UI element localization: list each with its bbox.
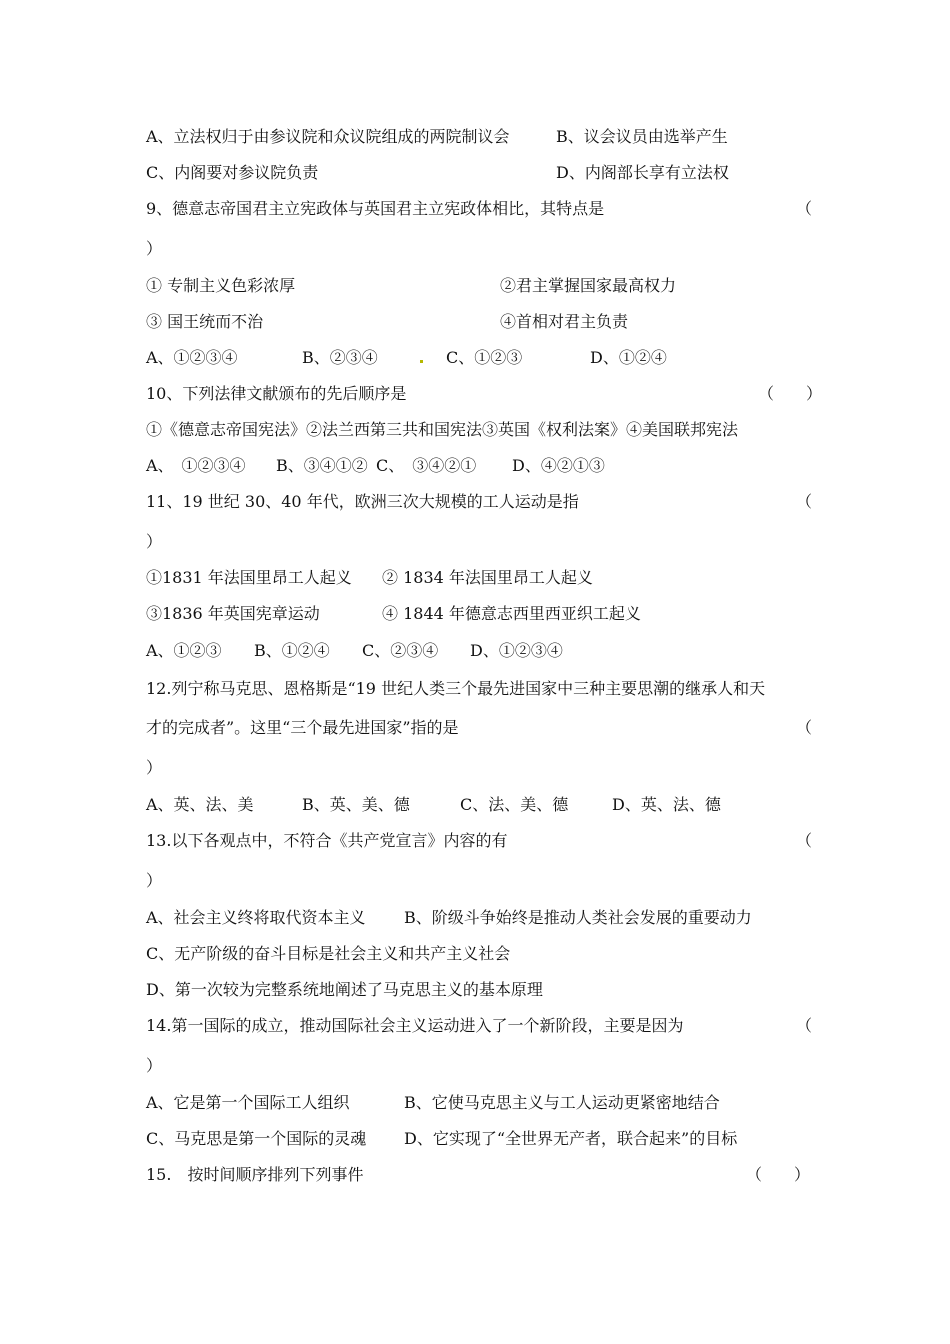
option-b: B、③④①② [276, 456, 368, 475]
option-a: A、①②③ [146, 641, 222, 660]
option-b: B、阶级斗争始终是推动人类社会发展的重要动力 [404, 908, 752, 927]
option-d: D、内阁部长享有立法权 [556, 163, 729, 182]
option-c: C、 ③④②① [376, 456, 477, 475]
option-b: B、①②④ [254, 641, 330, 660]
option-d: D、①②④ [590, 348, 667, 367]
option-d: D、①②③④ [470, 641, 563, 660]
question-11: 11、19 世纪 30、40 年代，欧洲三次大规模的工人运动是指 [146, 492, 579, 511]
answer-paren-close: ） [146, 758, 163, 777]
answer-paren-open: （ [796, 199, 813, 218]
item-2: ②君主掌握国家最高权力 [500, 276, 677, 295]
item-4: ④首相对君主负责 [500, 312, 629, 331]
answer-paren-close: ） [146, 1056, 163, 1075]
option-d: D、英、法、德 [612, 795, 721, 814]
option-c: C、①②③ [446, 348, 523, 367]
item-1: ①1831 年法国里昂工人起义 [146, 568, 352, 587]
option-a: A、立法权归于由参议院和众议院组成的两院制议会 [146, 127, 510, 146]
question-13: 13.以下各观点中，不符合《共产党宣言》内容的有 [146, 831, 508, 850]
option-d: D、它实现了“全世界无产者，联合起来”的目标 [404, 1129, 738, 1148]
answer-paren-close: ） [146, 239, 163, 258]
option-d: D、④②①③ [512, 456, 605, 475]
option-a: A、 ①②③④ [146, 456, 246, 475]
item-4: ④ 1844 年德意志西里西亚织工起义 [382, 604, 641, 623]
option-b: B、议会议员由选举产生 [556, 127, 728, 146]
answer-paren-close: ） [146, 871, 163, 890]
answer-paren-open: （ [796, 718, 813, 737]
option-b: B、英、美、德 [302, 795, 410, 814]
answer-paren: （ ） [758, 384, 823, 403]
option-a: A、英、法、美 [146, 795, 254, 814]
option-c: C、法、美、德 [460, 795, 569, 814]
question-12: 12.列宁称马克思、恩格斯是“19 世纪人类三个最先进国家中三种主要思潮的继承人和天 [146, 679, 766, 698]
question-10-items: ①《德意志帝国宪法》②法兰西第三共和国宪法③英国《权利法案》④美国联邦宪法 [146, 420, 739, 439]
item-3: ③1836 年英国宪章运动 [146, 604, 320, 623]
question-15: 15. 按时间顺序排列下列事件 [146, 1165, 364, 1184]
option-b: B、它使马克思主义与工人运动更紧密地结合 [404, 1093, 720, 1112]
question-12-cont: 才的完成者”。这里“三个最先进国家”指的是 [146, 718, 459, 737]
answer-paren-open: （ [796, 831, 813, 850]
speck-mark [420, 360, 423, 363]
option-c: C、内阁要对参议院负责 [146, 163, 319, 182]
option-c: C、马克思是第一个国际的灵魂 [146, 1129, 367, 1148]
answer-paren-open: （ [796, 492, 813, 511]
option-c: C、②③④ [362, 641, 439, 660]
option-d: D、第一次较为完整系统地阐述了马克思主义的基本原理 [146, 980, 543, 999]
answer-paren-open: （ [796, 1016, 813, 1035]
item-3: ③ 国王统而不治 [146, 312, 264, 331]
answer-paren-close: ） [146, 532, 163, 551]
option-a: A、社会主义终将取代资本主义 [146, 908, 366, 927]
question-9: 9、德意志帝国君主立宪政体与英国君主立宪政体相比，其特点是 [146, 199, 605, 218]
question-10: 10、下列法律文献颁布的先后顺序是 [146, 384, 407, 403]
question-14: 14.第一国际的成立，推动国际社会主义运动进入了一个新阶段，主要是因为 [146, 1016, 684, 1035]
option-a: A、它是第一个国际工人组织 [146, 1093, 350, 1112]
option-c: C、无产阶级的奋斗目标是社会主义和共产主义社会 [146, 944, 511, 963]
answer-paren: （ ） [746, 1165, 811, 1184]
item-2: ② 1834 年法国里昂工人起义 [382, 568, 593, 587]
item-1: ① 专制主义色彩浓厚 [146, 276, 296, 295]
option-a: A、①②③④ [146, 348, 238, 367]
option-b: B、②③④ [302, 348, 378, 367]
